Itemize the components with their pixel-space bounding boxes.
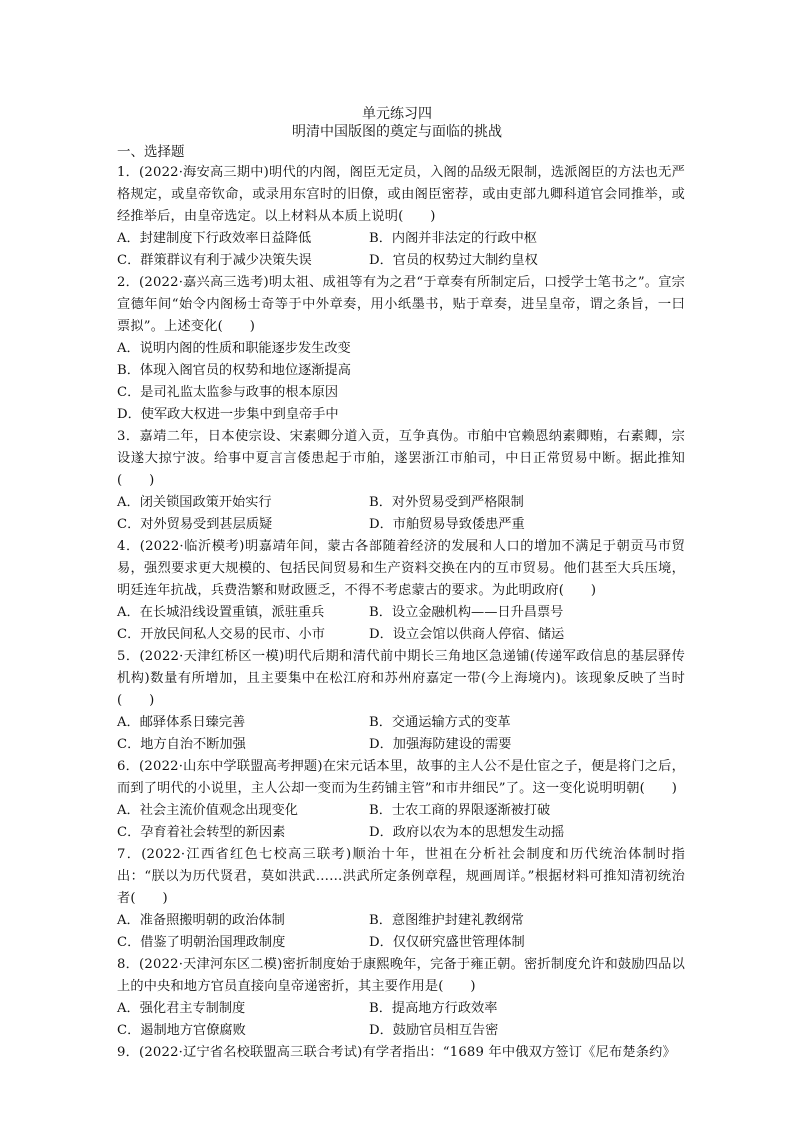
option-b: B．士农工商的界限逐渐被打破: [369, 803, 551, 818]
option-d: D．使军政大权进一步集中到皇帝手中: [117, 407, 339, 422]
option-c: C．开放民间私人交易的民市、小市: [117, 627, 325, 642]
option-c: C．群策群议有利于减少决策失误: [117, 253, 312, 268]
option-c: C．是司礼监太监参与政事的根本原因: [117, 385, 339, 400]
option-d: D．官员的权势过大制约皇权: [369, 253, 538, 268]
question-9: [117, 1042, 685, 1064]
option-b: B．内阁并非法定的行政中枢: [369, 231, 537, 246]
question-3: [117, 426, 685, 536]
option-grid: [117, 998, 685, 1042]
option-b: B．意图维护封建礼教纲常: [369, 913, 524, 928]
question-list: [117, 162, 685, 1064]
question-stem: 4．(2022·临沂模考)明嘉靖年间，蒙古各部随着经济的发展和人口的增加不满足于朝贡马市贸易，强烈要求更大规模的、包括民间贸易和生产资料交换在内的互市贸易。他们甚至大兵压境，明廷连年抗战，兵费浩繁和财政匮乏，不得不考虑蒙古的要求。为此明政府( ): [117, 539, 685, 598]
question-2: [117, 272, 685, 426]
option-a: A．准备照搬明朝的政治体制: [117, 913, 285, 928]
option-c: C．地方自治不断加强: [117, 737, 246, 752]
option-grid: [117, 910, 685, 954]
question-stem: 1．(2022·海安高三期中)明代的内阁，阁臣无定员，入阁的品级无限制，选派阁臣的方法也无严格规定，或皇帝钦命，或录用东宫时的旧僚，或由阁臣密荐，或由吏部九卿科道官会同推举，或经推举后，由皇帝选定。以上材料从本质上说明( ): [117, 165, 685, 224]
option-d: D．鼓励官员相互告密: [369, 1023, 499, 1038]
option-grid: [117, 712, 685, 756]
option-a: A．强化君主专制制度: [117, 1001, 246, 1016]
question-6: [117, 756, 685, 844]
option-b: B．对外贸易受到严格限制: [369, 495, 524, 510]
question-4: [117, 536, 685, 646]
option-c: C．对外贸易受到甚层质疑: [117, 517, 273, 532]
question-stem: 9．(2022·辽宁省名校联盟高三联合考试)有学者指出：“1689 年中俄双方签订《尼布楚条约》: [117, 1045, 676, 1060]
question-7: [117, 844, 685, 954]
question-1: [117, 162, 685, 272]
option-b: B．交通运输方式的变革: [369, 715, 511, 730]
question-stem: 2．(2022·嘉兴高三选考)明太祖、成祖等有为之君“于章奏有所制定后，口授学士笔书之”。宣宗宣德年间“始令内阁杨士奇等于中外章奏，用小纸墨书，贴于章奏，进呈皇帝，谓之条旨，一曰票拟”。上述变化( ): [117, 275, 685, 334]
option-d: D．加强海防建设的需要: [369, 737, 512, 752]
question-stem: 3．嘉靖二年，日本使宗设、宋素卿分道入贡，互争真伪。市舶中官赖恩纳素卿贿，右素卿，宗设遂大掠宁波。给事中夏言言倭患起于市舶，遂罢浙江市舶司，中日正常贸易中断。据此推知( ): [117, 429, 685, 488]
option-a: A．社会主流价值观念出现变化: [117, 803, 298, 818]
option-a: A．闭关锁国政策开始实行: [117, 495, 272, 510]
document-title: 单元练习四: [362, 106, 432, 122]
question-stem: 6．(2022·山东中学联盟高考押题)在宋元话本里，故事的主人公不是仕宦之子，便是将门之后，而到了明代的小说里，主人公却一变而为生药铺主管”和市井细民”了。这一变化说明明朝( ): [117, 759, 685, 796]
option-b: B．设立金融机构——日升昌票号: [369, 605, 564, 620]
option-c: C．借鉴了明朝治国理政制度: [117, 935, 286, 950]
question-stem: 8．(2022·天津河东区二模)密折制度始于康熙晚年，完备于雍正朝。密折制度允许和鼓励四品以上的中央和地方官员直接向皇帝递密折，其主要作用是( ): [117, 957, 685, 994]
option-grid: [117, 228, 685, 272]
option-c: C．孕育着社会转型的新因素: [117, 825, 286, 840]
option-d: D．仅仅研究盛世管理体制: [369, 935, 525, 950]
option-a: A．说明内阁的性质和职能逐步发生改变: [117, 341, 351, 356]
option-c: C．遏制地方官僚腐败: [117, 1023, 246, 1038]
option-b: B．体现入阁官员的权势和地位逐渐提高: [117, 363, 351, 378]
option-a: A．封建制度下行政效率日益降低: [117, 231, 312, 246]
option-d: D．市舶贸易导致倭患严重: [369, 517, 525, 532]
question-stem: 7．(2022·江西省红色七校高三联考)顺治十年，世祖在分析社会制度和历代统治体制时指出：“朕以为历代贤君，莫如洪武……洪武所定条例章程，规画周详。”根据材料可推知清初统治者( ): [117, 847, 685, 906]
option-b: B．提高地方行政效率: [369, 1001, 498, 1016]
question-8: [117, 954, 685, 1042]
option-a: A．在长城沿线设置重镇，派驻重兵: [117, 605, 325, 620]
section-heading: 一、选择题: [117, 144, 185, 160]
question-stem: 5．(2022·天津红桥区一模)明代后期和清代前中期长三角地区急递铺(传递军政信息的基层驿传机构)数量有所增加，且主要集中在松江府和苏州府嘉定一带(今上海境内)。该现象反映了当时( ): [117, 649, 685, 708]
option-grid: [117, 800, 685, 844]
option-a: A．邮驿体系日臻完善: [117, 715, 246, 730]
option-d: D．政府以农为本的思想发生动摇: [369, 825, 565, 840]
option-d: D．设立会馆以供商人停宿、储运: [369, 627, 565, 642]
option-grid: [117, 602, 685, 646]
document-subtitle: 明清中国版图的奠定与面临的挑战: [292, 124, 502, 140]
question-5: [117, 646, 685, 756]
option-grid: [117, 492, 685, 536]
